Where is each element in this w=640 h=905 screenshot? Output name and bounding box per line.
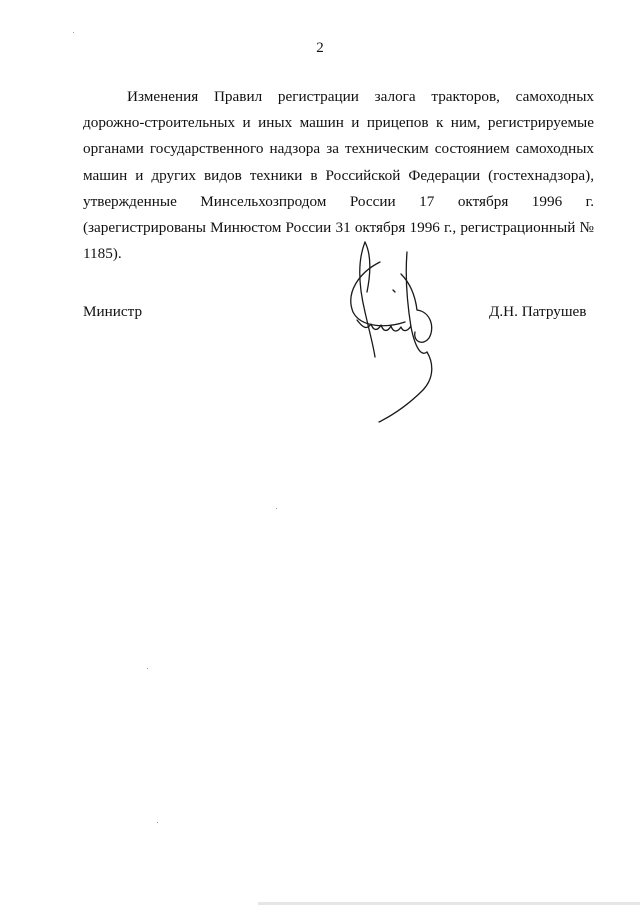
body-paragraph: Изменения Правил регистрации залога тракторов, самоходных дорожно-строительных и иных машин и прицепов к ним, регистрируемые органами государственного надзора за техническим состоянием самоходных машин и других видов техники в Российской Федерации (гостехнадзора), утвержденные Минсельхозпродом России 17 октября 1996 г. (зарегистрированы Минюстом России 31 октября 1996 г., регистрационный № 1185). xyxy=(83,88,594,263)
handwritten-signature xyxy=(335,232,450,427)
signatory-position: Министр xyxy=(83,303,143,320)
scan-speck xyxy=(276,508,277,509)
page-number: 2 xyxy=(316,40,324,56)
scan-speck xyxy=(147,668,148,669)
scan-speck xyxy=(73,32,74,33)
signatory-name: Д.Н. Патрушев xyxy=(489,303,587,320)
scan-speck xyxy=(157,822,158,823)
